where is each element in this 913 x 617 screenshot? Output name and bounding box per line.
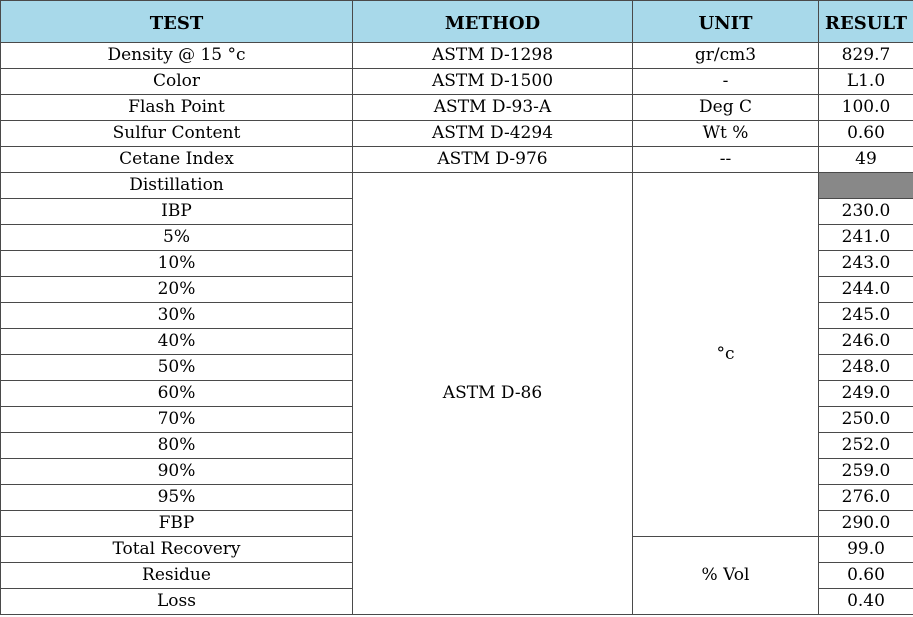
test-cell: Cetane Index [1, 147, 353, 173]
test-cell: FBP [1, 511, 353, 537]
result-cell: 246.0 [819, 329, 913, 355]
test-cell: 50% [1, 355, 353, 381]
test-cell: 20% [1, 277, 353, 303]
test-cell: IBP [1, 199, 353, 225]
result-cell: 250.0 [819, 407, 913, 433]
table-row [1, 173, 913, 199]
test-cell: Total Recovery [1, 537, 353, 563]
recovery-unit-cell: % Vol [633, 537, 819, 615]
result-cell: 248.0 [819, 355, 913, 381]
result-cell: 276.0 [819, 485, 913, 511]
test-cell: Distillation [1, 173, 353, 199]
result-cell: 244.0 [819, 277, 913, 303]
test-cell: 70% [1, 407, 353, 433]
test-cell: 60% [1, 381, 353, 407]
method-cell: ASTM D-4294 [353, 121, 633, 147]
test-cell: 95% [1, 485, 353, 511]
result-cell: 100.0 [819, 95, 913, 121]
result-cell: 241.0 [819, 225, 913, 251]
unit-cell: - [633, 69, 819, 95]
result-cell: 245.0 [819, 303, 913, 329]
table-row [1, 95, 913, 121]
table-row [1, 147, 913, 173]
unit-cell: Deg C [633, 95, 819, 121]
result-cell: 243.0 [819, 251, 913, 277]
result-cell: 252.0 [819, 433, 913, 459]
result-cell: 0.40 [819, 589, 913, 615]
table-row [1, 121, 913, 147]
result-cell: 49 [819, 147, 913, 173]
result-cell: 0.60 [819, 121, 913, 147]
table-row [1, 43, 913, 69]
result-cell: 829.7 [819, 43, 913, 69]
header-row [1, 1, 913, 43]
test-cell: 10% [1, 251, 353, 277]
test-cell: 5% [1, 225, 353, 251]
test-cell: Color [1, 69, 353, 95]
test-cell: 80% [1, 433, 353, 459]
result-cell: 259.0 [819, 459, 913, 485]
header-result: RESULT [819, 1, 913, 43]
test-cell: 40% [1, 329, 353, 355]
header-unit: UNIT [633, 1, 819, 43]
result-cell: 230.0 [819, 199, 913, 225]
result-cell-empty [819, 173, 913, 199]
test-cell: Loss [1, 589, 353, 615]
header-method: METHOD [353, 1, 633, 43]
unit-cell: -- [633, 147, 819, 173]
result-cell: 249.0 [819, 381, 913, 407]
method-cell: ASTM D-1500 [353, 69, 633, 95]
unit-cell: Wt % [633, 121, 819, 147]
test-cell: 30% [1, 303, 353, 329]
method-cell: ASTM D-1298 [353, 43, 633, 69]
unit-cell: gr/cm3 [633, 43, 819, 69]
result-cell: L1.0 [819, 69, 913, 95]
result-cell: 290.0 [819, 511, 913, 537]
distillation-method-cell: ASTM D-86 [353, 173, 633, 615]
test-cell: Density @ 15 °c [1, 43, 353, 69]
method-cell: ASTM D-976 [353, 147, 633, 173]
header-test: TEST [1, 1, 353, 43]
test-cell: Residue [1, 563, 353, 589]
result-cell: 0.60 [819, 563, 913, 589]
table-row [1, 69, 913, 95]
test-cell: Sulfur Content [1, 121, 353, 147]
test-cell: 90% [1, 459, 353, 485]
test-cell: Flash Point [1, 95, 353, 121]
distillation-unit-cell: °c [633, 173, 819, 537]
method-cell: ASTM D-93-A [353, 95, 633, 121]
result-cell: 99.0 [819, 537, 913, 563]
